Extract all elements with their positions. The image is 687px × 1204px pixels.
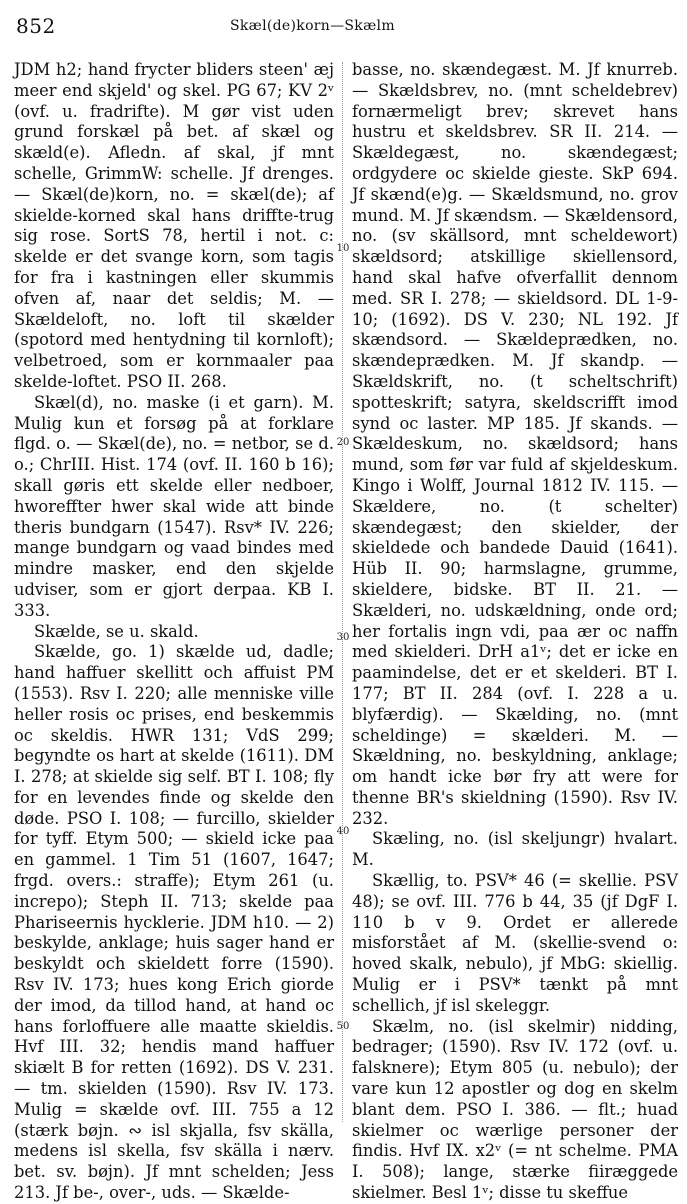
page-header — [10, 10, 677, 40]
left-column — [14, 60, 334, 1203]
line-number-10: 10 — [336, 243, 350, 254]
line-number-30: 30 — [336, 632, 350, 643]
right-column — [352, 60, 678, 1203]
line-number-40: 40 — [336, 826, 350, 837]
entry-paragraph: Skælde, se u. skald. — [34, 621, 199, 641]
entry-paragraph: Skæling, no. (isl skeljungr) hvalart. M. — [352, 829, 678, 870]
page-number: 852 — [16, 14, 56, 38]
entry-paragraph: JDM h2; hand frycter bliders steen' æj meer end skjeld' og skel. PG 67; KV 2ᵛ (ovf. u. fradrifte). M gør vist uden grund forskæl på bet. af skæl og skæld(e). Afledn. af skal, jf mnt schelle, GrimmW: schelle. Jf drenges. — Skæl(de)korn, no. = skæl(de); af skielde-korned skal hans driffte-trug sig rose. SortS 78, hertil i not. c: skelde er det svange korn, som tagis for fra i kastningen eller skummis ofven af, naar det seldis; M. — Skældeloft, no. loft til skælder (spotord med hentydning til kornloft); velbetroed, som er kornmaaler paa skelde-loftet. PSO II. 268. — [14, 60, 334, 391]
running-head: Skæl(de)korn—Skælm — [230, 18, 395, 34]
column-divider — [342, 62, 343, 1122]
entry-paragraph: Skælde, go. 1) skælde ud, dadle; hand haffuer skellitt och affuist PM (1553). Rsv I. 220; alle menniske ville heller rosis oc prises, end beskemmis oc skeldis. HWR 131; VdS 299; begyndte os hart at skelde (1611). DM I. 278; at skielde sig self. BT I. 108; fly for en levendes finde og skelde den døde. PSO I. 108; — furcillo, skielder for tyff. Etym 500; — skield icke paa en gammel. 1 Tim 51 (1607, 1647; frgd. overs.: straffe); Etym 261 (u. increpo); Steph II. 713; skelde paa Phariseernis hycklerie. JDM h10. — 2) beskylde, anklage; huis sager hand er beskyldt och skieldett forre (1590). Rsv IV. 173; hues kong Erich giorde der imod, da tillod hand, at hand oc hans forloffuere alle maatte skieldis. Hvf III. 32; hendis mand haffuer skiælt B for retten (1692). DS V. 231. — tm. skielden (1590). Rsv IV. 173. Mulig = skælde ovf. III. 755 a 12 (stærk bøjn. ∾ isl skjalla, fsv skälla, medens isl skella, fsv skälla i nærv. bet. sv. bøjn). Jf mnt schelden; Jess 213. Jf be-, over-, uds. — Skælde- — [14, 642, 334, 1203]
line-number-50: 50 — [336, 1021, 350, 1032]
entry-paragraph: basse, no. skændegæst. M. Jf knurreb. — Skældsbrev, no. (mnt scheldebrev) fornærmeligt brev; skrevet hans hustru et skeldsbrev. SR II. 214. — Skældegæst, no. skændegæst; ordgydere oc skielde gieste. SkP 694. Jf skænd(e)g. — Skældsmund, no. grov mund. M. Jf skændsm. — Skældensord, no. (sv skällsord, mnt scheldewort) skældsord; atskillige skiellensord, hand skal hafve ofverfallit dennom med. SR I. 278; — skieldsord. DL 1-9-10; (1692). DS V. 230; NL 192. Jf skændsord. — Skældeprædken, no. skændeprædken. M. Jf skandp. — Skældskrift, no. (t scheltschrift) spotteskrift; satyra, skeldscrifft imod synd oc laster. MP 185. Jf skands. — Skældeskum, no. skældsord; hans mund, som før var fuld af skjeldeskum. Kingo i Wolff, Journal 1812 IV. 115. — Skældere, no. (t schelter) skændegæst; den skielder, der skieldede och bandede Dauid (1641). Hüb II. 90; harmslagne, grumme, skieldere, bidske. BT II. 21. — Skælderi, no. udskældning, onde ord; her fortalis ingn vdi, paa ær oc naffn med skielderi. DrH a1ᵛ; det er icke en paamindelse, det er et skelderi. BT I. 177; BT II. 284 (ovf. I. 228 a u. blyfærdig). — Skælding, no. (mnt scheldinge) = skælderi. M. — Skældning, no. beskyldning, anklage; om handt icke bør fry att were for thenne BR's skieldning (1590). Rsv IV. 232. — [352, 60, 678, 828]
entry-paragraph: Skæl(d), no. maske (i et garn). M. Mulig kun et forsøg på at forklare flgd. o. — Skæl(de), no. = netbor, se d. o.; ChrIII. Hist. 174 (ovf. II. 160 b 16); skall gøris ett skelde eller nedboer, hworeffter hwer skal wide att binde theris bundgarn (1547). Rsv* IV. 226; mange bundgarn og vaad bindes med mindre masker, end den skjelde udviser, som er gjort derpaa. KB I. 333. — [14, 392, 334, 620]
entry-paragraph: Skælm, no. (isl skelmir) nidding, bedrager; (1590). Rsv IV. 172 (ovf. u. falsknere); Etym 805 (u. nebulo); der vare kun 12 apostler og dog en skelm blant dem. PSO I. 386. — flt.; huad skielmer oc wærlige personer der findis. Hvf IX. x2ᵛ (= nt schelme. PMA I. 508); lange, stærke fiiræggede skielmer. Besl 1ᵛ; disse tu skeffue — [352, 1016, 678, 1203]
line-number-20: 20 — [336, 437, 350, 448]
entry-paragraph: Skællig, to. PSV* 46 (= skellie. PSV 48); se ovf. III. 776 b 44, 35 (jf DgF I. 110 b v 9. Ordet er allerede misforstået af M. (skellie-svend o: hoved skalk, nebulo), jf MbG: skiellig. Mulig er i PSV* tænkt på mnt schellich, jf isl skeleggr. — [352, 871, 678, 1015]
